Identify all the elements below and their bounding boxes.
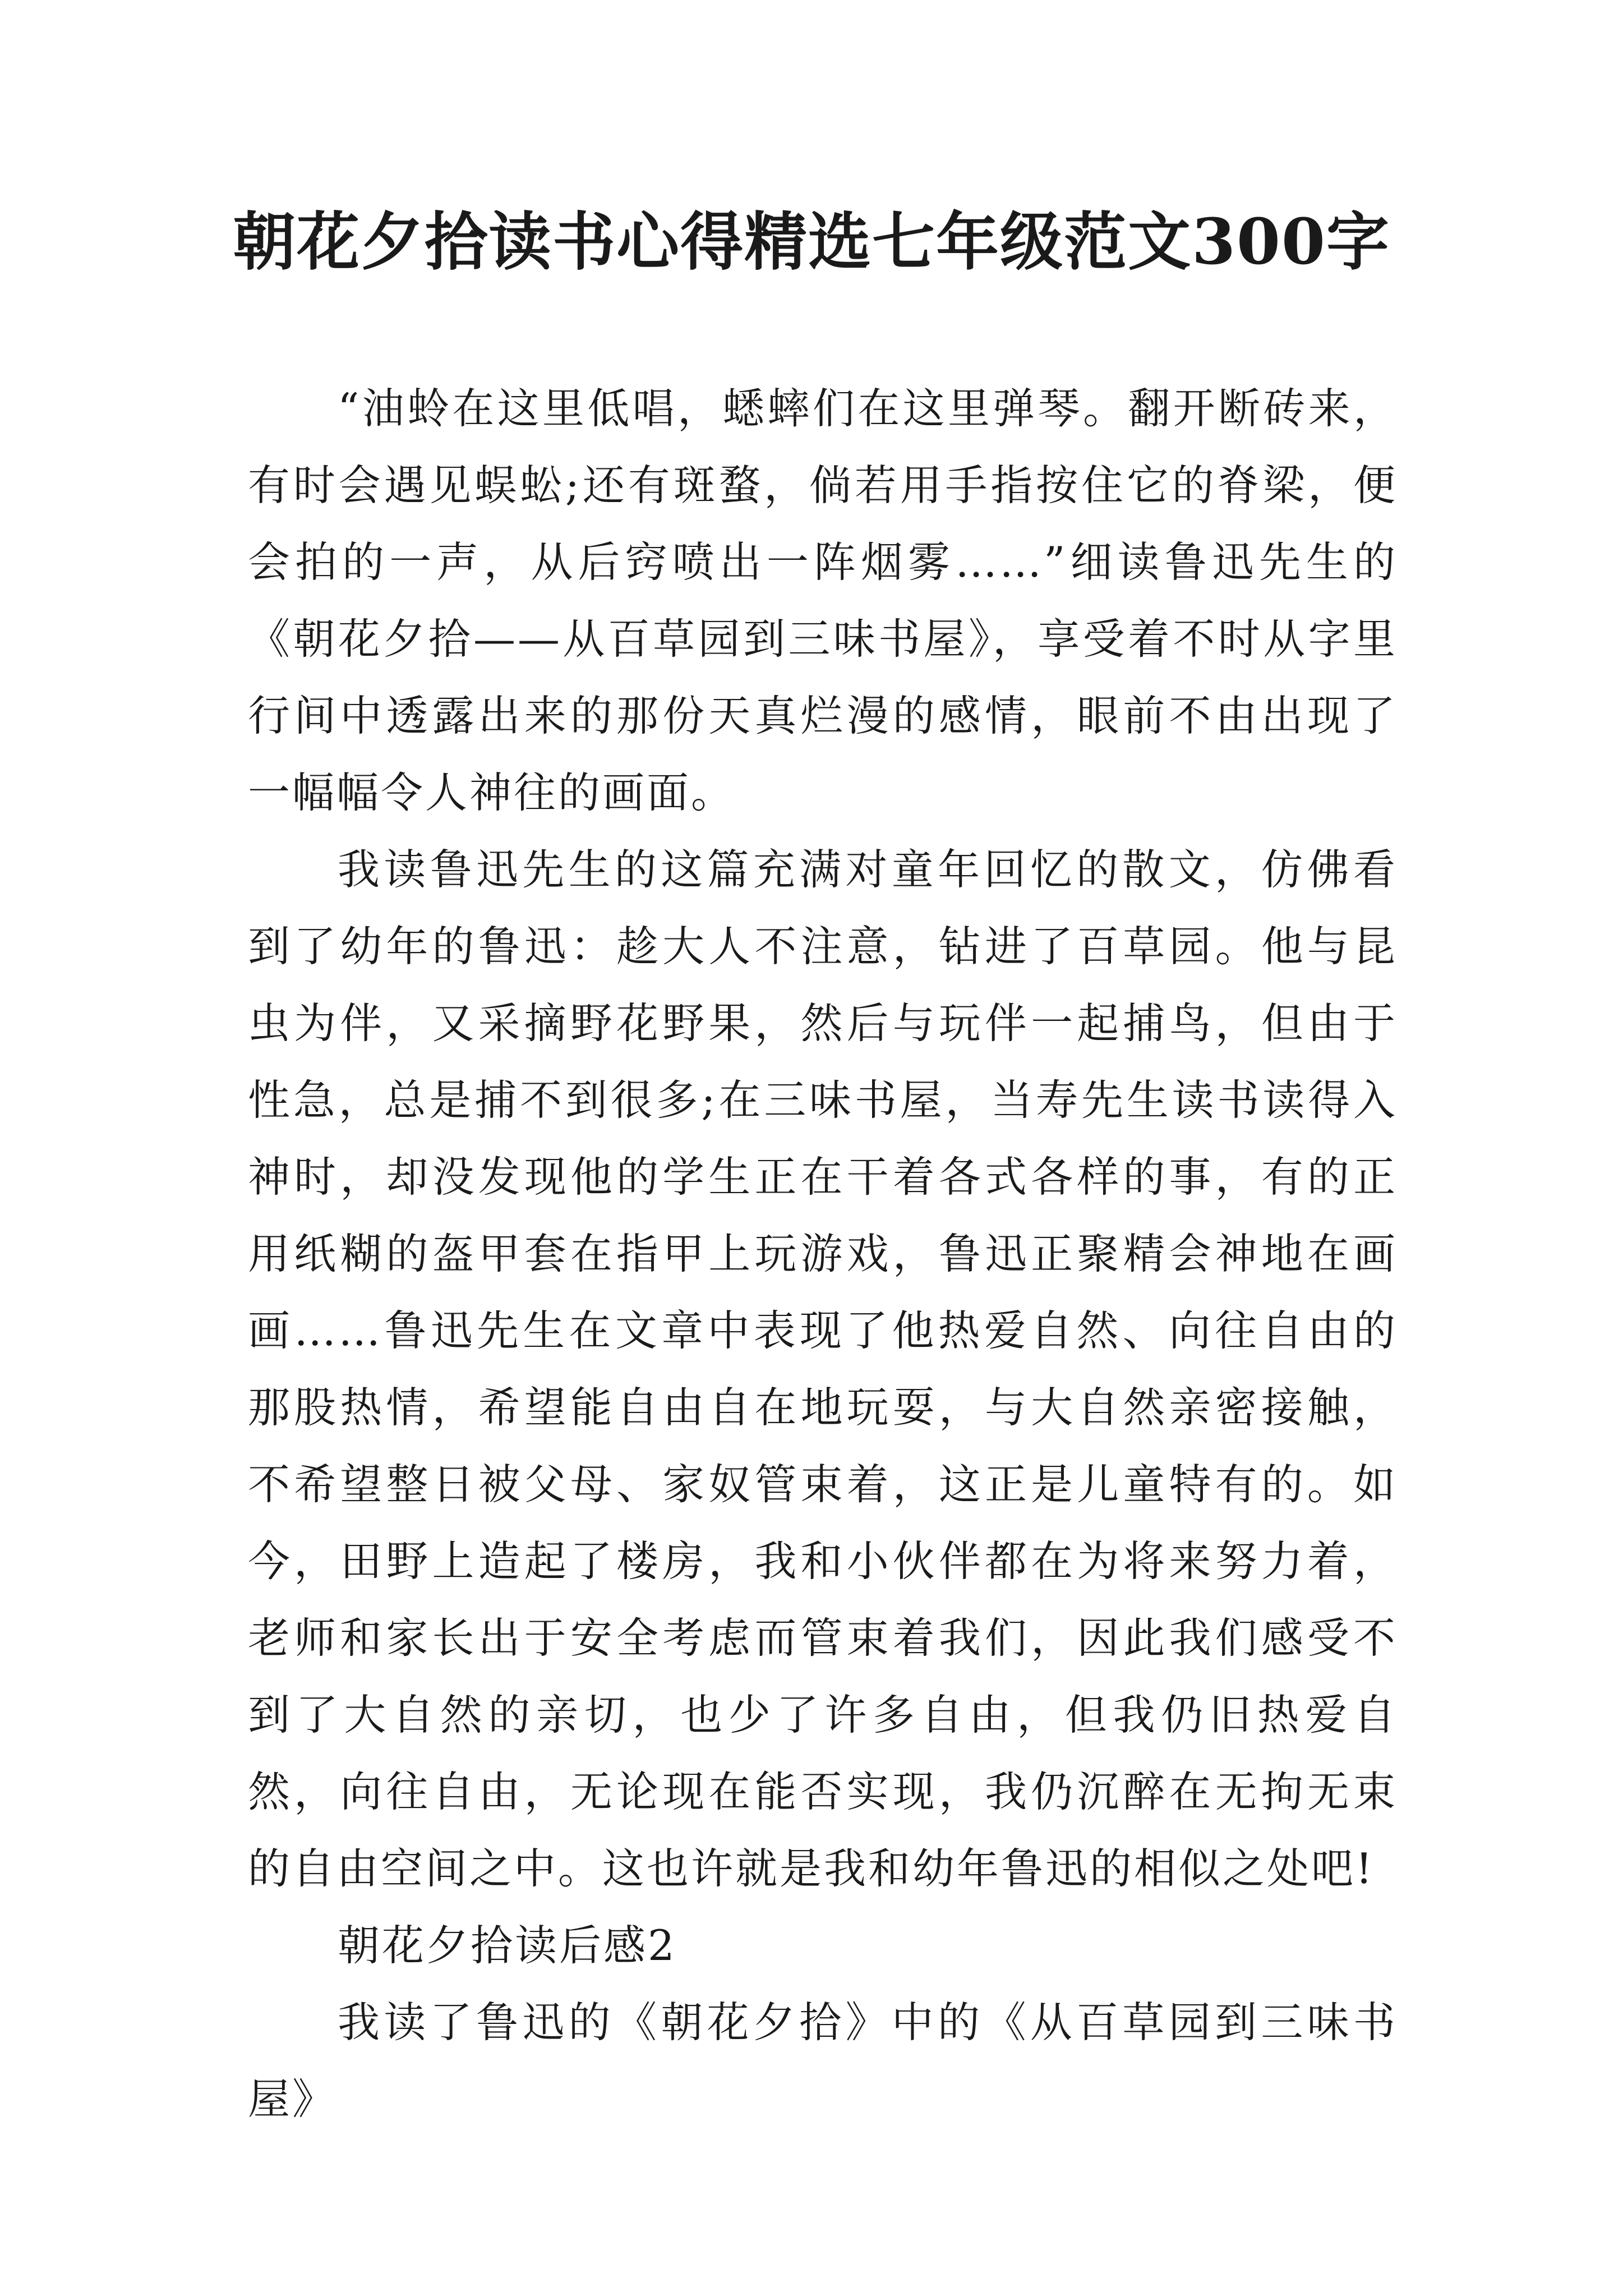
- section-heading: 朝花夕拾读后感2: [338, 1921, 677, 1970]
- document-body: [248, 370, 1398, 2138]
- paragraph-2: 我读鲁迅先生的这篇充满对童年回忆的散文，仿佛看到了幼年的鲁迅：趁大人不注意，钻进了百草园。他与昆虫为伴，又采摘野花野果，然后与玩伴一起捕鸟，但由于性急，总是捕不到很多;在三味书屋，当寿先生读书读得入神时，却没发现他的学生正在干着各式各样的事，有的正用纸糊的盔甲套在指甲上玩游戏，鲁迅正聚精会神地在画画……鲁迅先生在文章中表现了他热爱自然、向往自由的那股热情，希望能自由自在地玩耍，与大自然亲密接触，不希望整日被父母、家奴管束着，这正是儿童特有的。如今，田野上造起了楼房，我和小伙伴都在为将来努力着，老师和家长出于安全考虑而管束着我们，因此我们感受不到了大自然的亲切，也少了许多自由，但我仍旧热爱自然，向往自由，无论现在能否实现，我仍沉醉在无拘无束的自由空间之中。这也许就是我和幼年鲁迅的相似之处吧!: [248, 845, 1398, 1893]
- document-title: 朝花夕拾读书心得精选七年级范文300字: [233, 205, 1390, 279]
- paragraph-3: 我读了鲁迅的《朝花夕拾》中的《从百草园到三味书屋》: [248, 1998, 1398, 2124]
- paragraph-1: “油蛉在这里低唱，蟋蟀们在这里弹琴。翻开断砖来，有时会遇见蜈蚣;还有斑蝥，倘若用手指按住它的脊梁，便会拍的一声，从后窍喷出一阵烟雾……”细读鲁迅先生的《朝花夕拾——从百草园到三味书屋》，享受着不时从字里行间中透露出来的那份天真烂漫的感情，眼前不由出现了一幅幅令人神往的画面。: [248, 384, 1398, 817]
